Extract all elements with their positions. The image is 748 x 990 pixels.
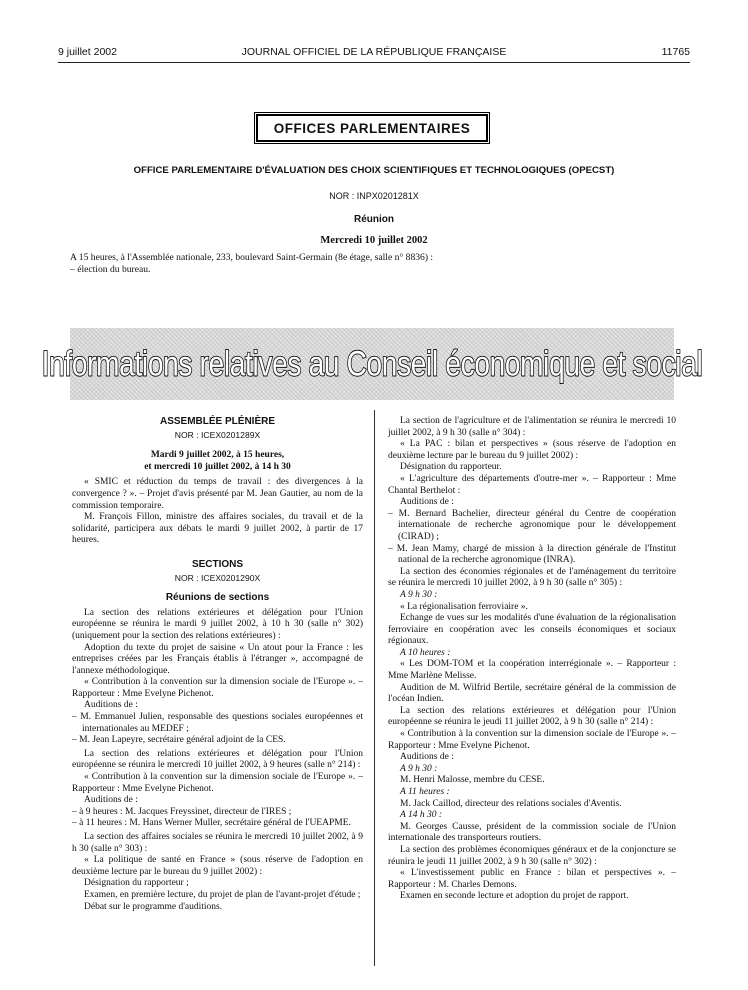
section-paragraph: « La régionalisation ferroviaire ». [400, 601, 528, 612]
section-paragraph: M. Jack Caillod, directeur des relations sociales d'Aventis. [400, 798, 622, 809]
office-title: OFFICE PARLEMENTAIRE D'ÉVALUATION DES CHOIX SCIENTIFIQUES ET TECHNOLOGIQUES (OPECST) [133, 165, 615, 176]
section-paragraph: « Les DOM-TOM et la coopération interrégionale ». – Rapporteur : Mme Marlène Melisse. [388, 659, 676, 682]
section-list-item: – à 9 heures : M. Jacques Freyssinet, directeur de l'IRES ; [72, 806, 292, 817]
section-title: OFFICES PARLEMENTAIRES [273, 120, 471, 136]
assemblee-nor: NOR : ICEX0201289X [174, 429, 261, 440]
section-paragraph: A 9 h 30 : [400, 589, 438, 600]
section-paragraph: La section des relations extérieures et délégation pour l'Union européenne se réunira le mardi 9 juillet 2002, à 10 h 30 (salle n° 302) (uniquement pour la section des relations extérieures) : [72, 607, 363, 641]
section-paragraph: « La PAC : bilan et perspectives » (sous réserve de l'adoption en deuxième lecture par le bureau du 9 juillet 2002) : [388, 439, 676, 461]
section-list-item: – à 11 heures : M. Hans Werner Muller, secrétaire général de l'UEAPME. [72, 818, 351, 829]
office-agenda [70, 252, 678, 276]
section-paragraph: « Contribution à la convention sur la dimension sociale de l'Europe ». – Rapporteur : Mme Evelyne Pichenot. [388, 729, 676, 751]
banner-title: Informations relatives au Conseil économique et social [41, 344, 703, 383]
section-paragraph: Auditions de : [400, 497, 454, 508]
section-paragraph: Désignation du rapporteur. [400, 462, 502, 473]
section-paragraph: « L'agriculture des départements d'outre-mer ». – Rapporteur : Mme Chantal Berthelot : [388, 473, 676, 496]
header-rule [58, 62, 690, 63]
assemblee-paragraph: M. François Fillon, ministre des affaires sociales, du travail et de la solidarité, participera aux débats le mardi 9 juillet 2002, à partir de 17 heures. [72, 512, 363, 546]
header-date: 9 juillet 2002 [58, 46, 117, 58]
section-paragraph: « La politique de santé en France » (sous réserve de l'adoption en deuxième lecture par le bureau du 9 juillet 2002) : [72, 855, 363, 877]
office-agenda-item: – élection du bureau. [70, 264, 151, 275]
section-paragraph: « Contribution à la convention sur la dimension sociale de l'Europe ». – Rapporteur : Mme Evelyne Pichenot. [72, 772, 363, 794]
reunions-title: Réunions de sections [165, 592, 270, 604]
section-paragraph: La section de l'agriculture et de l'alimentation se réunira le mercredi 10 juillet 2002, à 9 h 30 (salle n° 304) : [388, 416, 676, 438]
assemblee-title: ASSEMBLÉE PLÉNIÈRE [159, 416, 276, 427]
assemblee-paragraph: « SMIC et réduction du temps de travail : des divergences à la convergence ? ». – Projet d'avis présenté par M. Jean Gautier, au nom de la commission temporaire. [72, 477, 363, 511]
office-agenda-line: A 15 heures, à l'Assemblée nationale, 233, boulevard Saint-Germain (8e étage, salle n° 8836) : [70, 252, 434, 263]
section-paragraph: Echange de vues sur les modalités d'une évaluation de la régionalisation ferroviaire en coopération avec les conseils économiques et sociaux régionaux. [388, 613, 676, 647]
section-paragraph: A 9 h 30 : [400, 763, 438, 774]
sections-nor: NOR : ICEX0201290X [174, 572, 261, 583]
section-list-item: – M. Jean Mamy, chargé de mission à la direction générale de l'Institut national de la recherche agronomique (INRA). [388, 543, 676, 566]
section-paragraph: La section des économies régionales et de l'aménagement du territoire se réunira le mercredi 10 juillet 2002, à 9 h 30 (salle n° 305) : [388, 566, 676, 589]
office-nor: NOR : INPX0201281X [329, 191, 419, 201]
section-paragraph: « Contribution à la convention sur la dimension sociale de l'Europe ». – Rapporteur : Mme Evelyne Pichenot. [72, 677, 363, 699]
section-paragraph: « L'investissement public en France : bilan et perspectives ». – Rapporteur : M. Charles Demons. [388, 868, 676, 890]
sections-title: SECTIONS [191, 558, 244, 570]
section-list-item: – M. Bernard Bachelier, directeur général du Centre de coopération internationale de recherche agronomique pour le développement (CIRAD) ; [388, 508, 676, 542]
section-paragraph: Auditions de : [400, 752, 454, 763]
section-paragraph: A 10 heures : [400, 647, 451, 658]
assemblee-date-2: et mercredi 10 juillet 2002, à 14 h 30 [144, 461, 291, 472]
assemblee-date-1: Mardi 9 juillet 2002, à 15 heures, [150, 450, 285, 461]
left-column [72, 416, 363, 913]
section-paragraph: M. Henri Malosse, membre du CESE. [400, 775, 545, 786]
section-paragraph: La section des problèmes économiques généraux et de la conjoncture se réunira le jeudi 11 juillet 2002, à 9 h 30 (salle n° 302) : [388, 844, 676, 867]
section-paragraph: Audition de M. Wilfrid Bertile, secrétaire général de la commission de l'océan Indien. [388, 682, 676, 705]
section-paragraph: La section des relations extérieures et délégation pour l'Union européenne se réunira le mercredi 10 juillet 2002, à 9 heures (salle n° 214) : [72, 748, 363, 771]
section-paragraph: La section des relations extérieures et délégation pour l'Union européenne se réunira le jeudi 11 juillet 2002, à 9 h 30 (salle n° 214) : [388, 705, 676, 728]
office-heading: Réunion [354, 214, 394, 225]
section-paragraph: M. Georges Causse, président de la commission sociale de l'Union internationale des transporteurs routiers. [388, 821, 676, 844]
section-paragraph: A 11 heures : [400, 787, 450, 797]
section-paragraph: A 14 h 30 : [400, 810, 443, 821]
section-paragraph: Débat sur le programme d'auditions. [84, 901, 223, 912]
section-paragraph: Examen, en première lecture, du projet de plan de l'avant-projet d'étude ; [84, 889, 361, 900]
section-paragraph: Désignation du rapporteur ; [84, 878, 189, 889]
section-paragraph: Auditions de : [84, 795, 138, 806]
section-paragraph: Examen en seconde lecture et adoption du projet de rapport. [400, 891, 629, 902]
section-list-item: – M. Jean Lapeyre, secrétaire général adjoint de la CES. [72, 735, 286, 746]
header-journal-title: JOURNAL OFFICIEL DE LA RÉPUBLIQUE FRANÇAISE [241, 46, 507, 58]
right-column [388, 416, 676, 903]
council-banner [41, 328, 703, 400]
office-date: Mercredi 10 juillet 2002 [320, 235, 428, 246]
section-list-item: – M. Emmanuel Julien, responsable des questions sociales européennes et internationales au MEDEF ; [72, 712, 363, 734]
column-divider [374, 410, 375, 966]
header-page-number: 11765 [661, 46, 690, 58]
section-paragraph: La section des affaires sociales se réunira le mercredi 10 juillet 2002, à 9 h 30 (salle n° 303) : [72, 832, 363, 854]
section-paragraph: Adoption du texte du projet de saisine « Un atout pour la France : les entreprises créées par les Français établis à l'étranger », accompagné de l'annexe méthodologique. [72, 642, 363, 676]
section-paragraph: Auditions de : [84, 700, 138, 711]
section-title-box [256, 114, 488, 142]
